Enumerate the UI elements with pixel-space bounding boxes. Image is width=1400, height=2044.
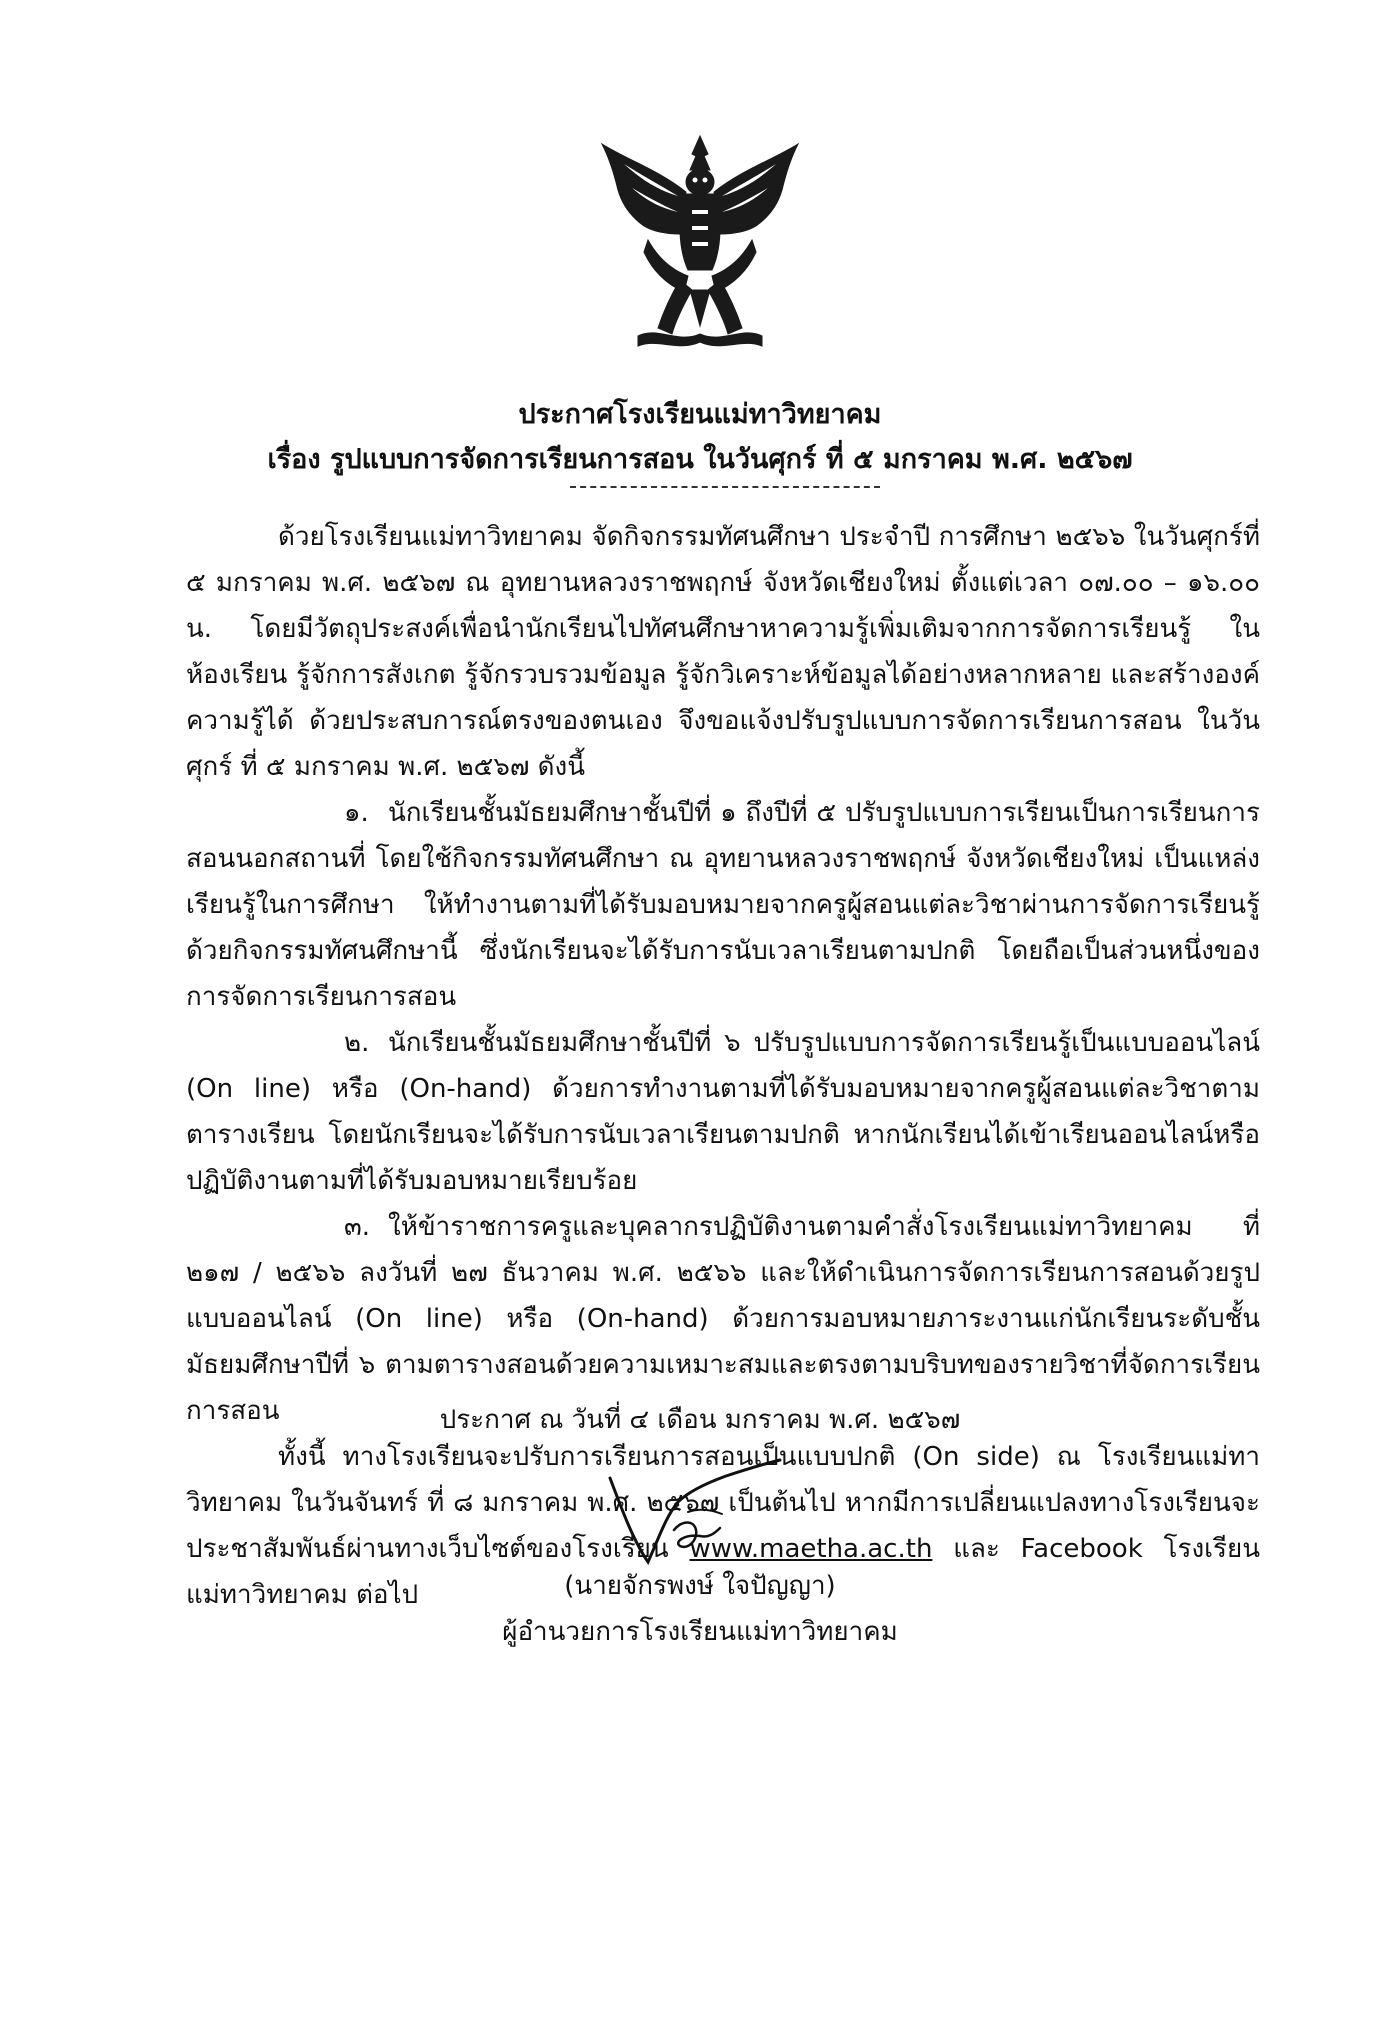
item-text: นักเรียนชั้นมัธยมศึกษาชั้นปีที่ ๖ ปรับรูปแบบการจัดการเรียนรู้เป็นแบบออนไลน์ (On line) หรือ (On-hand) ด้วยการทำงานตามที่ได้รับมอบหมายจากครูผู้สอนแต่ละวิชาตามตารางเรียน โดยนักเรียนจะได้รับการนับเวลาเรียนตามปกติ หากนักเรียนได้เข้าเรียนออนไลน์หรือปฏิบัติงานตามที่ได้รับมอบหมายเรียบร้อย — [186, 1028, 1260, 1196]
list-item — [186, 1020, 1260, 1204]
signature-icon — [604, 1450, 784, 1580]
garuda-emblem-icon — [588, 130, 812, 354]
list-item — [186, 1204, 1260, 1434]
item-text: นักเรียนชั้นมัธยมศึกษาชั้นปีที่ ๑ ถึงปีที่ ๕ ปรับรูปแบบการเรียนเป็นการเรียนการสอนนอกสถานที่ โดยใช้กิจกรรมทัศนศึกษา ณ อุทยานหลวงราชพฤกษ์ จังหวัดเชียงใหม่ เป็นแหล่งเรียนรู้ในการศึกษา ให้ทำงานตามที่ได้รับมอบหมายจากครูผู้สอนแต่ละวิชาผ่านการจัดการเรียนรู้ด้วยกิจกรรมทัศนศึกษานี้ ซึ่งนักเรียนจะได้รับการนับเวลาเรียนตามปกติ โดยถือเป็นส่วนหนึ่งของการจัดการเรียนการสอน — [186, 798, 1260, 1012]
list-item — [186, 790, 1260, 1020]
item-text: ให้ข้าราชการครูและบุคลากรปฏิบัติงานตามคำสั่งโรงเรียนแม่ทาวิทยาคม ที่ ๒๑๗ / ๒๕๖๖ ลงวันที่ ๒๗ ธันวาคม พ.ศ. ๒๕๖๖ และให้ดำเนินการจัดการเรียนการสอนด้วยรูปแบบออนไลน์ (On line) หรือ (On-hand) ด้วยการมอบหมายภาระงานแก่นักเรียนระดับชั้นมัธยมศึกษาปีที่ ๖ ตามตารางสอนด้วยความเหมาะสมและตรงตามบริบทของรายวิชาที่จัดการเรียนการสอน — [186, 1212, 1260, 1426]
signer-name: (นายจักรพงษ์ ใจปัญญา) — [564, 1571, 836, 1601]
announcement-subject: เรื่อง รูปแบบการจัดการเรียนการสอน ในวันศุกร์ ที่ ๕ มกราคม พ.ศ. ๒๕๖๗ — [267, 444, 1133, 475]
closing-text: ทั้งนี้ ทางโรงเรียนจะปรับการเรียนการสอนเป็นแบบปกติ (On side) ณ โรงเรียนแม่ทาวิทยาคม ในวันจันทร์ ที่ ๘ มกราคม พ.ศ. ๒๕๖๗ เป็นต้นไป หากมีการเปลี่ยนแปลงทางโรงเรียนจะประชาสัมพันธ์ผ่านทางเว็บไซต์ของโรงเรียน — [186, 1442, 1260, 1564]
closing-text-end: และ Facebook โรงเรียนแม่ทาวิทยาคม ต่อไป — [186, 1534, 1261, 1610]
intro-paragraph: ด้วยโรงเรียนแม่ทาวิทยาคม จัดกิจกรรมทัศนศึกษา ประจำปี การศึกษา ๒๕๖๖ ในวันศุกร์ที่ ๕ มกราคม พ.ศ. ๒๕๖๗ ณ อุทยานหลวงราชพฤกษ์ จังหวัดเชียงใหม่ ตั้งแต่เวลา ๐๗.๐๐ – ๑๖.๐๐ น. โดยมีวัตถุประสงค์เพื่อนำนักเรียนไปทัศนศึกษาหาความรู้เพิ่มเติมจากการจัดการเรียนรู้ ในห้องเรียน รู้จักการสังเกต รู้จักรวบรวมข้อมูล รู้จักวิเคราะห์ข้อมูลได้อย่างหลากหลาย และสร้างองค์ความรู้ได้ ด้วยประสบการณ์ตรงของตนเอง จึงขอแจ้งปรับรูปแบบการจัดการเรียนการสอน ในวันศุกร์ ที่ ๕ มกราคม พ.ศ. ๒๕๖๗ ดังนี้ — [186, 522, 1260, 782]
announcement-date: ประกาศ ณ วันที่ ๔ เดือน มกราคม พ.ศ. ๒๕๖๗ — [439, 1405, 961, 1435]
announcement-title: ประกาศโรงเรียนแม่ทาวิทยาคม — [518, 399, 882, 430]
website-link[interactable]: www.maetha.ac.th — [689, 1534, 933, 1564]
item-number: ๒. — [344, 1028, 370, 1058]
item-number: ๓. — [344, 1212, 371, 1242]
item-number: ๑. — [344, 798, 369, 828]
signer-position: ผู้อำนวยการโรงเรียนแม่ทาวิทยาคม — [502, 1617, 898, 1647]
title-divider — [570, 486, 880, 488]
